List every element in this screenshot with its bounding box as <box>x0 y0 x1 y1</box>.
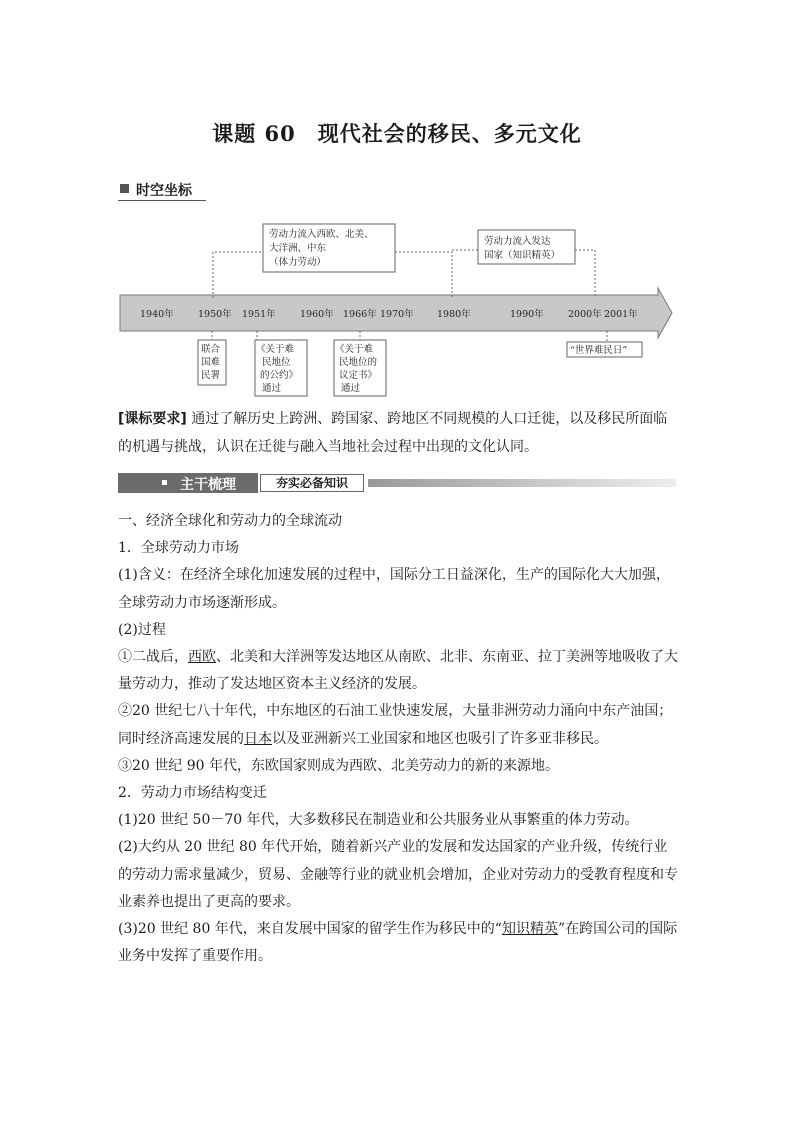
underlined-term: 西欧 <box>188 649 216 666</box>
top-box-text: （体力劳动） <box>269 257 327 268</box>
banner-sub-label: 夯实必备知识 <box>260 474 364 492</box>
top-box-text: 劳动力流入西欧、北美、 <box>269 229 374 240</box>
underlined-term: 日本 <box>244 730 272 747</box>
text-run: (3)20 世纪 80 年代，来自发展中国家的留学生作为移民中的“ <box>118 921 502 938</box>
year-label: 2001年 <box>604 309 638 320</box>
paragraph: (1)20 世纪 50－70 年代，大多数移民在制造业和公共服务业从事繁重的体力劳动。 <box>118 812 639 829</box>
bottom-box-text: 国难 <box>201 357 221 368</box>
year-label: 1990年 <box>510 309 544 320</box>
bottom-box-text: 议定书》 <box>339 370 378 381</box>
bottom-box-text: “世界难民日” <box>570 345 628 356</box>
top-box-text: 劳动力流入发达 <box>484 236 551 247</box>
year-label: 1951年 <box>242 309 276 320</box>
section-tag <box>118 180 206 201</box>
paragraph <box>118 644 678 698</box>
top-box-text: 国家（知识精英） <box>484 250 561 261</box>
year-label: 2000年 <box>568 309 602 320</box>
square-bullet-icon <box>120 184 129 193</box>
underlined-term: 知识精英 <box>501 921 558 938</box>
text-run: 、北美和大洋洲等发达地区从南欧、北非、东南亚、拉丁美洲等地吸收了大量劳动力，推动了发达地区资本主义经济的发展。 <box>118 649 678 693</box>
connector-line <box>575 250 595 298</box>
paragraph: (1)含义：在经济全球化加速发展的过程中，国际分工日益深化，生产的国际化大大加强，全球劳动力市场逐渐形成。 <box>118 567 670 611</box>
paragraph: (2)大约从 20 世纪 80 年代开始，随着新兴产业的发展和发达国家的产业升级，传统行业的劳动力需求量减少，贸易、金融等行业的就业机会增加，企业对劳动力的受教育程度和专业素养也提出了更高的要求。 <box>118 839 678 910</box>
connector-line <box>395 252 452 298</box>
text-run: ②20 世纪七八十年代，中东地区的石油工业快速发展，大量非洲劳动力涌向中东产油国；同时经济高速发展的 <box>118 703 673 747</box>
paragraph <box>118 916 678 970</box>
year-label: 1966年 <box>343 309 377 320</box>
bottom-box-text: 联合 <box>201 344 221 355</box>
year-label: 1970年 <box>380 309 414 320</box>
banner-gradient-bar <box>368 479 676 487</box>
bottom-box-text: 《关于难 <box>335 344 374 355</box>
connector-line <box>213 252 263 298</box>
bottom-box-text: 《关于难 <box>256 344 295 355</box>
section-banner <box>118 473 676 493</box>
year-label: 1980年 <box>437 309 471 320</box>
text-run: 以及亚洲新兴工业国家和地区也吸引了许多亚非移民。 <box>272 730 608 747</box>
text-run: ”在跨国公司的国际业务中发挥了重要作用。 <box>118 921 678 965</box>
requirement-text: 通过了解历史上跨洲、跨国家、跨地区不同规模的人口迁徙，以及移民所面临的机遇与挑战，认识在迁徙与融入当地社会过程中出现的文化认同。 <box>118 411 668 455</box>
subheading: 2．劳动力市场结构变迁 <box>118 785 267 802</box>
bottom-box-text: 民地位 <box>262 357 291 368</box>
banner-dark-block <box>118 473 258 493</box>
bottom-box-text: 民署 <box>201 370 221 381</box>
page-title: 课题 60 现代社会的移民、多元文化 <box>212 121 582 146</box>
bottom-box-text: 民地位的 <box>339 357 378 368</box>
subheading: 1．全球劳动力市场 <box>118 540 239 557</box>
paragraph: ③20 世纪 90 年代，东欧国家则成为西欧、北美劳动力的新的来源地。 <box>118 757 559 774</box>
bottom-box-text: 通过 <box>341 383 361 394</box>
square-bullet-icon <box>162 480 167 485</box>
timeline-diagram <box>110 210 680 405</box>
paragraph: (2)过程 <box>118 621 166 638</box>
heading-1: 一、经济全球化和劳动力的全球流动 <box>118 513 342 529</box>
curriculum-requirement <box>118 405 678 461</box>
top-box-text: 大洋洲、中东 <box>269 243 327 254</box>
year-label: 1960年 <box>300 309 334 320</box>
banner-main-label: 主干梳理 <box>180 477 236 493</box>
requirement-label: [课标要求] <box>118 411 187 427</box>
bottom-box-text: 通过 <box>262 383 282 394</box>
text-run: ①二战后， <box>118 649 188 666</box>
main-content <box>118 508 678 970</box>
section-tag-label: 时空坐标 <box>136 183 192 199</box>
bottom-box-text: 的公约》 <box>260 370 299 381</box>
paragraph <box>118 698 678 752</box>
year-label: 1950年 <box>198 309 232 320</box>
year-label: 1940年 <box>140 309 174 320</box>
